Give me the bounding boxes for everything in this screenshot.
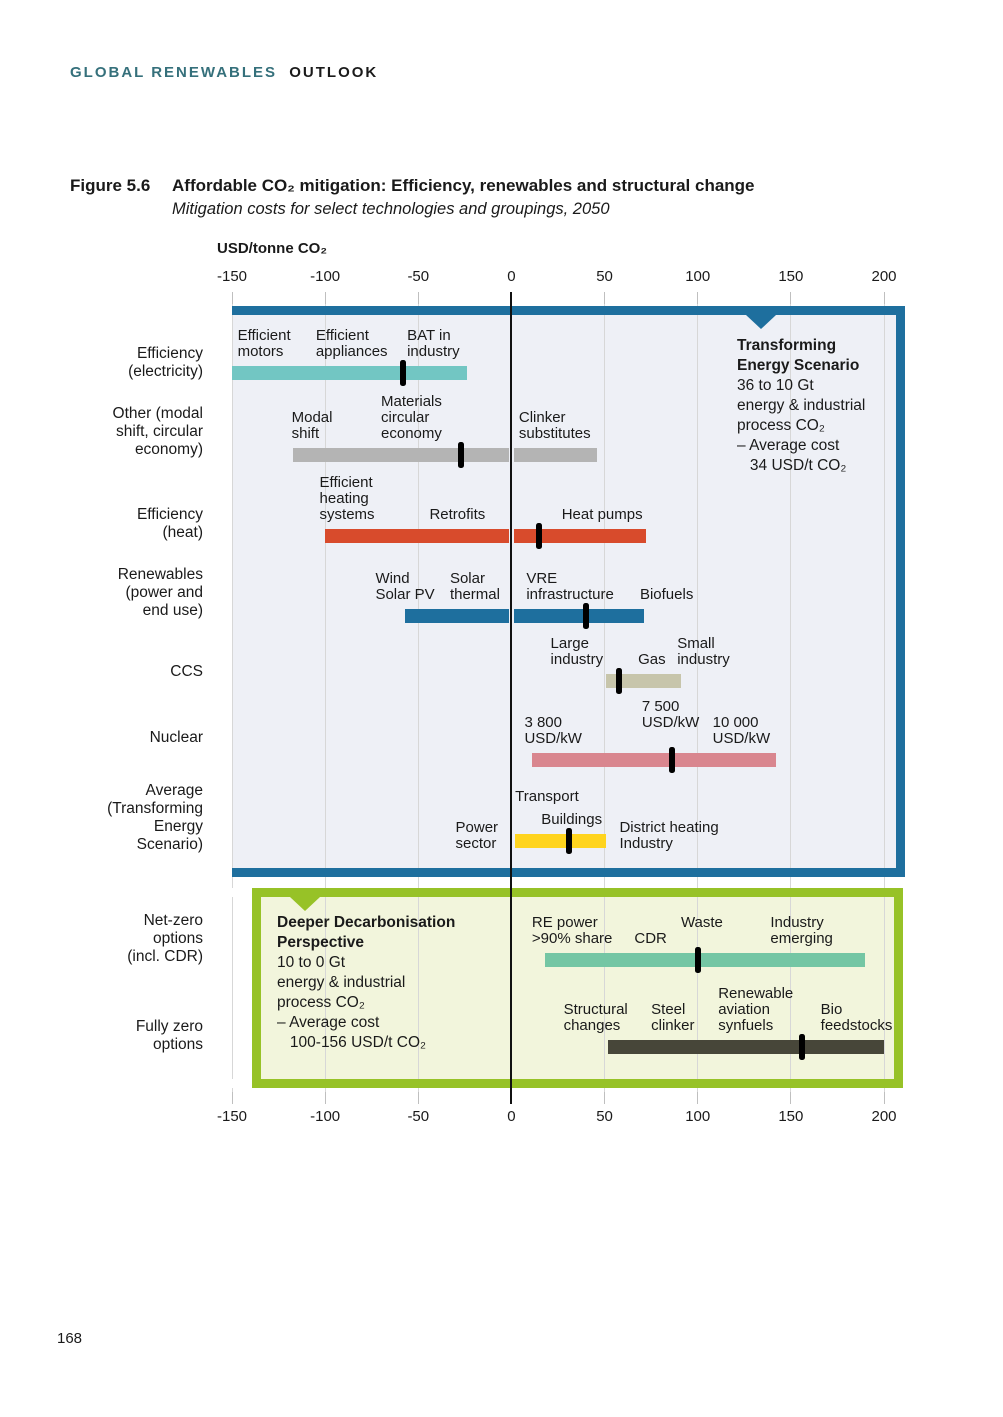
bar-marker — [536, 523, 542, 549]
bar-annotation: Gas — [638, 651, 666, 668]
x-axis-tick-bottom — [232, 1092, 233, 1104]
row-label: Renewables (power and end use) — [117, 566, 203, 619]
bar-annotation: Renewable aviation synfuels — [718, 985, 794, 1034]
bar — [608, 1040, 884, 1054]
callout-pointer-1 — [746, 315, 776, 329]
bar — [515, 834, 606, 848]
x-axis-tick-top — [884, 292, 885, 304]
bar — [514, 609, 644, 623]
row-label: Other (modal shift, circular economy) — [112, 405, 203, 458]
bar-annotation: Heat pumps — [561, 506, 643, 523]
bar-annotation: Solar thermal — [449, 570, 500, 603]
x-axis-tick-top — [325, 292, 326, 304]
gridline-50-2 — [604, 877, 605, 888]
x-axis-tick-label-bottom: 100 — [685, 1108, 711, 1125]
x-axis-tick-label-bottom: 150 — [778, 1108, 804, 1125]
bar-annotation: Retrofits — [429, 506, 486, 523]
gridline--100-2 — [325, 877, 326, 888]
brand-primary: GLOBAL RENEWABLES — [70, 64, 278, 81]
bar-annotation: Efficient heating systems — [319, 474, 375, 523]
bar-annotation: Industry emerging — [770, 914, 833, 947]
bar-annotation: Small industry — [677, 635, 730, 668]
bar-marker — [400, 360, 406, 386]
bar-annotation: 10 000 USD/kW — [712, 714, 771, 747]
row-label: CCS — [170, 663, 203, 680]
bar-annotation: Efficient motors — [237, 327, 291, 360]
row-label: Fully zero options — [135, 1018, 203, 1053]
gridline--50-2 — [418, 877, 419, 888]
page-number: 168 — [57, 1330, 83, 1347]
scenario-callout-text: Transforming Energy Scenario 36 to 10 Gt energy & industrial process CO₂ – Average cost 34 USD/t CO₂ — [737, 337, 866, 474]
bar — [514, 448, 597, 462]
x-axis-tick-label-bottom: -50 — [407, 1108, 430, 1125]
x-axis-tick-bottom — [884, 1092, 885, 1104]
bar-annotation: Biofuels — [639, 586, 694, 603]
x-axis-tick-label-top: 150 — [778, 268, 804, 285]
bar-annotation: RE power >90% share — [531, 914, 613, 947]
x-axis-tick-top — [232, 292, 233, 304]
bar — [232, 366, 467, 380]
bar-marker — [799, 1034, 805, 1060]
bar — [532, 753, 776, 767]
x-axis-tick-label-top: -50 — [407, 268, 430, 285]
bar-annotation: Bio feedstocks — [820, 1001, 893, 1034]
brand-secondary: OUTLOOK — [289, 64, 379, 81]
bar-annotation: Waste — [680, 914, 723, 931]
bar-annotation: Steel clinker — [651, 1001, 695, 1034]
figure-title: Affordable CO₂ mitigation: Efficiency, renewables and structural change — [172, 176, 755, 195]
bar-annotation: District heating Industry — [619, 819, 719, 852]
gridline--150-1 — [232, 315, 233, 868]
bar-annotation: Efficient appliances — [315, 327, 388, 360]
x-axis-tick-bottom — [790, 1092, 791, 1104]
x-axis-tick-bottom — [604, 1092, 605, 1104]
x-axis-tick-label-bottom: 200 — [871, 1108, 897, 1125]
bar-annotation: Transport — [515, 788, 579, 805]
x-axis-tick-label-top: -100 — [310, 268, 341, 285]
bar-annotation: Wind Solar PV — [375, 570, 435, 603]
bar-annotation: Structural changes — [563, 1001, 628, 1034]
x-axis-tick-bottom — [418, 1092, 419, 1104]
row-label: Efficiency (heat) — [136, 506, 203, 541]
gridline-150-2 — [790, 877, 791, 888]
bar — [293, 448, 509, 462]
gridline--100-1 — [325, 315, 326, 868]
gridline-200-2 — [884, 877, 885, 888]
x-axis-tick-label-top: 100 — [685, 268, 711, 285]
bar — [545, 953, 865, 967]
gridline--150-2 — [232, 877, 233, 888]
gridline-200-1 — [884, 315, 885, 868]
bar-annotation: Materials circular economy — [381, 393, 442, 442]
bar-annotation: Power sector — [455, 819, 499, 852]
x-axis-tick-label-bottom: -150 — [216, 1108, 248, 1125]
bar-marker — [695, 947, 701, 973]
scenario-callout-text: Deeper Decarbonisation Perspective 10 to 0 Gt energy & industrial process CO₂ – Average cost 100-156 USD/t CO₂ — [277, 914, 456, 1051]
bar — [514, 529, 646, 543]
bar-marker — [566, 828, 572, 854]
bar — [325, 529, 509, 543]
x-axis-tick-label-top: -150 — [216, 268, 248, 285]
row-label: Average (Transforming Energy Scenario) — [107, 782, 203, 853]
x-axis-tick-top — [418, 292, 419, 304]
x-axis-tick-label-bottom: 0 — [507, 1108, 516, 1125]
callout-pointer-2 — [290, 897, 320, 911]
x-axis-tick-label-top: 0 — [507, 268, 516, 285]
zero-axis-line — [510, 292, 512, 1104]
x-axis-tick-label-top: 50 — [596, 268, 613, 285]
bar-annotation: 7 500 USD/kW — [641, 698, 700, 731]
bar-annotation: BAT in industry — [407, 327, 460, 360]
axis-unit-label: USD/tonne CO₂ — [217, 240, 327, 257]
figure-label: Figure 5.6 — [70, 176, 151, 195]
x-axis-tick-top — [697, 292, 698, 304]
bar — [405, 609, 509, 623]
x-axis-tick-bottom — [325, 1092, 326, 1104]
figure-subtitle: Mitigation costs for select technologies and groupings, 2050 — [172, 200, 610, 218]
bar-annotation: Large industry — [550, 635, 604, 668]
bar-marker — [583, 603, 589, 629]
bar-marker — [458, 442, 464, 468]
bar-annotation: CDR — [634, 930, 667, 947]
x-axis-tick-top — [604, 292, 605, 304]
bar-annotation: 3 800 USD/kW — [524, 714, 582, 747]
gridline-100-2 — [697, 877, 698, 888]
row-label: Nuclear — [149, 729, 203, 746]
x-axis-tick-bottom — [697, 1092, 698, 1104]
bar-annotation: Clinker substitutes — [518, 409, 591, 442]
x-axis-tick-label-top: 200 — [871, 268, 897, 285]
bar-annotation: VRE infrastructure — [526, 570, 614, 603]
x-axis-tick-label-bottom: -100 — [310, 1108, 341, 1125]
x-axis-tick-label-bottom: 50 — [596, 1108, 613, 1125]
row-label: Net-zero options (incl. CDR) — [127, 912, 203, 965]
bar-marker — [616, 668, 622, 694]
gridline--150-3 — [232, 897, 233, 1079]
bar-annotation: Modal shift — [291, 409, 333, 442]
x-axis-tick-top — [790, 292, 791, 304]
bar-marker — [669, 747, 675, 773]
bar-annotation: Buildings — [541, 811, 603, 828]
row-label: Efficiency (electricity) — [128, 345, 203, 380]
gridline-100-1 — [697, 315, 698, 868]
